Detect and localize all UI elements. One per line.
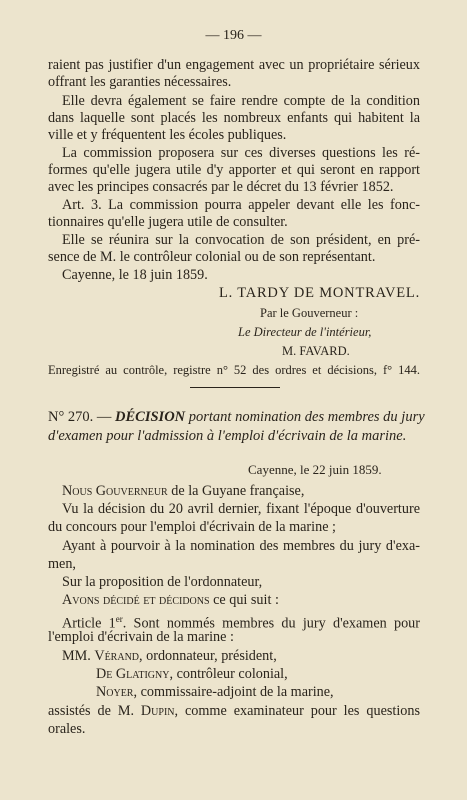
- member-role: , commissaire-adjoint de la marine,: [133, 684, 334, 700]
- para-reunira-line-1: Elle se réunira sur la convocation de son président, en pré-: [62, 232, 420, 248]
- vu-line-2: du concours pour l'emploi d'écrivain de la marine ;: [48, 519, 336, 535]
- decision-header-line-1: [48, 408, 425, 426]
- ayant-line-2: men,: [48, 556, 76, 572]
- article1-sup: er: [115, 614, 123, 624]
- nous-rest: de la Guyane française,: [171, 483, 305, 499]
- top-paragraph-line-1: raient pas justifier d'un engagement avec un propriétaire sérieux: [48, 57, 420, 73]
- member-role: , contrôleur colonial,: [169, 666, 288, 682]
- assistes-name: Dupin: [140, 703, 175, 719]
- member-name: Noyer: [96, 684, 134, 700]
- art3-line-2: tionnaires qu'elle jugera utile de consulter.: [48, 214, 288, 230]
- decision-number: N° 270. —: [48, 409, 112, 425]
- member-prefix: MM.: [62, 648, 95, 664]
- assistes-line-2: orales.: [48, 721, 86, 737]
- ayant-line-1: Ayant à pourvoir à la nomination des membres du jury d'exa-: [62, 538, 420, 554]
- top-paragraph-line-2: offrant les garanties nécessaires.: [48, 74, 232, 90]
- page-number: — 196 —: [205, 28, 262, 43]
- para-devra-line-3: ville et y fréquentent les écoles publiques.: [48, 127, 287, 143]
- member-noyer: [96, 683, 334, 701]
- para-commission-line-1: La commission proposera sur ces diverses questions les ré-: [62, 145, 420, 161]
- proposition-line: Sur la proposition de l'ordonnateur,: [62, 574, 263, 590]
- member-name: Vérand: [94, 648, 140, 664]
- avons-line: [62, 591, 279, 609]
- vu-line-1: Vu la décision du 20 avril dernier, fixant l'époque d'ouverture: [62, 501, 420, 517]
- article1-label: Article 1: [62, 615, 116, 632]
- place-date-1: Cayenne, le 18 juin 1859.: [62, 267, 208, 283]
- nous-gouverneur: Nous Gouverneur: [62, 483, 168, 499]
- member-name: De Glatigny: [96, 666, 170, 682]
- registration-line: Enregistré au contrôle, registre n° 52 des ordres et décisions, f° 144.: [48, 363, 420, 377]
- para-devra-line-2: dans laquelle sont placés les nombreux enfants qui habitent la: [48, 110, 420, 126]
- article1-line-2: l'emploi d'écrivain de la marine :: [48, 629, 234, 645]
- by-governor: Par le Gouverneur :: [260, 306, 359, 320]
- director-name: M. FAVARD.: [282, 344, 350, 358]
- assistes-rest: , comme examinateur pour les questions: [174, 703, 420, 719]
- place-date-2: Cayenne, le 22 juin 1859.: [248, 462, 382, 477]
- article1-rest: . Sont nommés membres du jury d'examen pour: [122, 615, 421, 632]
- assistes-line-1: [48, 702, 420, 720]
- avons-decide: Avons décidé et décidons: [62, 592, 210, 608]
- member-verand: [62, 647, 277, 665]
- member-de-glatigny: [96, 665, 288, 683]
- para-commission-line-2: formes qu'elle jugera utile d'y apporter et qui seront en rapport: [48, 162, 420, 178]
- director-title: Le Directeur de l'intérieur,: [238, 325, 372, 339]
- decision-title-bold: DÉCISION: [115, 409, 186, 425]
- decision-title-rest: portant nomination des membres du jury: [188, 409, 425, 425]
- avons-rest: ce qui suit :: [213, 592, 279, 608]
- para-commission-line-3: avec les principes consacrés par le décret du 13 février 1852.: [48, 179, 394, 195]
- assistes-start: assistés de M.: [48, 703, 141, 719]
- signatory-1: L. TARDY DE MONTRAVEL.: [218, 285, 420, 301]
- nous-line: [62, 482, 304, 500]
- para-reunira-line-2: sence de M. le contrôleur colonial ou de son représentant.: [48, 249, 376, 265]
- decision-header-line-2: d'examen pour l'admission à l'emploi d'écrivain de la marine.: [48, 428, 407, 444]
- art3-line-1: Art. 3. La commission pourra appeler devant elle les fonc-: [62, 197, 420, 213]
- member-role: , ordonnateur, président,: [139, 648, 277, 664]
- para-devra-line-1: Elle devra également se faire rendre compte de la condition: [62, 93, 420, 109]
- section-divider: [190, 387, 280, 388]
